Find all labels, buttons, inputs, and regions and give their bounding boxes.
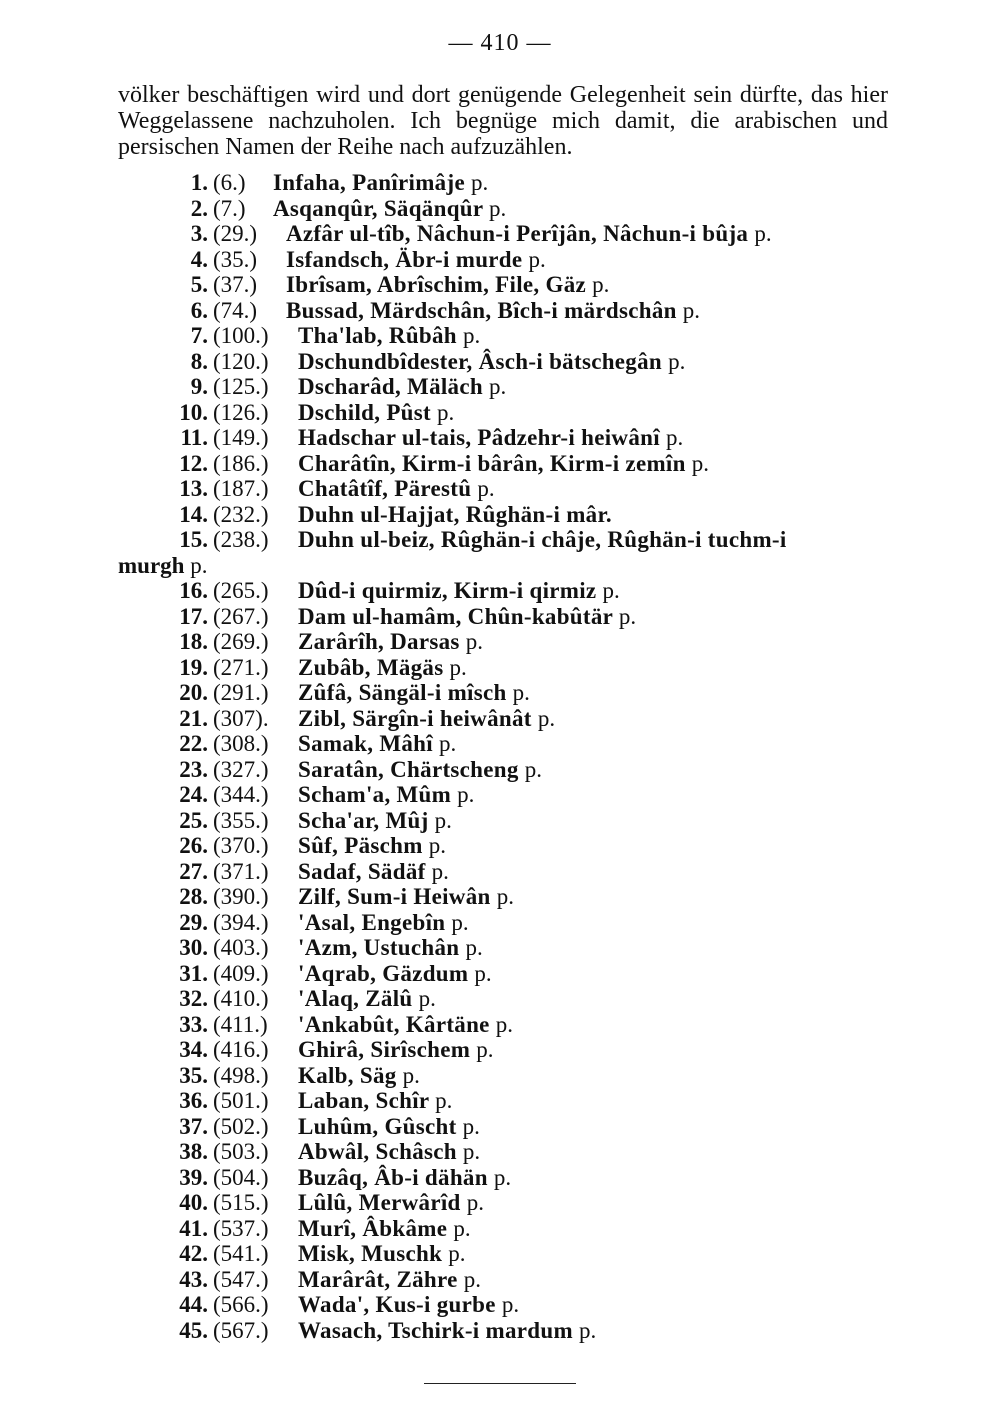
entry-reference: (307). [213, 705, 269, 731]
list-item [118, 298, 898, 324]
entry-names [298, 935, 483, 961]
list-item [118, 910, 898, 936]
entry-reference: (308.) [213, 731, 269, 756]
entry-reference: (238.) [213, 527, 269, 552]
entry-reference: (355.) [213, 807, 269, 833]
entry-names [298, 782, 474, 808]
entry-suffix: p. [466, 1190, 484, 1215]
entry-names-text: 'Asal, Engebîn [298, 909, 446, 935]
entry-names [298, 1190, 484, 1216]
list-item [118, 680, 898, 706]
entry-names-text: Ibrîsam, Abrîschim, File, Gäz [286, 272, 587, 297]
entry-names [298, 808, 452, 834]
entry-names [298, 961, 492, 987]
entry-names-text: Zibl, Särgîn-i heiwânât [298, 705, 532, 731]
entry-suffix: p. [471, 170, 489, 195]
entry-names [298, 1037, 494, 1063]
list-item [118, 1063, 898, 1089]
entry-names [298, 476, 495, 502]
entry-names-text: Abwâl, Schâsch [298, 1139, 457, 1164]
entry-names-text: Chatâtîf, Pärestû [298, 476, 472, 501]
entry-continuation [118, 553, 207, 579]
list-item [118, 1139, 898, 1165]
entry-names-text: Samak, Mâhî [298, 731, 433, 756]
entry-number: 11. [180, 425, 208, 450]
entry-reference: (267.) [213, 603, 269, 629]
entry-number: 40. [179, 1190, 208, 1215]
entry-names [298, 1012, 513, 1038]
entry-suffix: p. [437, 399, 455, 425]
entry-suffix: p. [618, 603, 637, 629]
list-item [118, 578, 898, 604]
entry-names-text: Saratân, Chärtscheng [298, 756, 519, 782]
entry-suffix: p. [439, 731, 457, 756]
entry-number: 21. [179, 705, 208, 731]
entry-number: 13. [179, 476, 208, 501]
entry-suffix: p. [512, 680, 530, 705]
list-item [118, 425, 898, 451]
entry-reference: (567.) [213, 1317, 269, 1343]
entry-reference: (35.) [213, 246, 258, 272]
entry-suffix: p. [435, 1088, 453, 1113]
entry-names [298, 1165, 511, 1191]
entry-names [298, 859, 449, 885]
entry-reference: (327.) [213, 756, 269, 782]
list-item [118, 859, 898, 885]
entry-names-text: Dschild, Pûst [298, 399, 431, 425]
entry-names [298, 400, 454, 426]
entry-reference: (186.) [213, 450, 269, 476]
entry-reference: (149.) [213, 425, 269, 450]
entry-reference: (370.) [213, 833, 269, 858]
footer-rule [424, 1383, 576, 1384]
entry-names-text: 'Ankabût, Kârtäne [298, 1011, 490, 1037]
entry-reference: (503.) [213, 1139, 269, 1164]
entry-names [298, 680, 530, 706]
entry-number: 41. [179, 1215, 208, 1241]
entry-reference: (566.) [213, 1292, 269, 1317]
entry-names-text: Scha'ar, Mûj [298, 807, 429, 833]
entry-number: 42. [179, 1241, 208, 1266]
page-number: — 410 — [448, 30, 552, 56]
entry-suffix: p. [462, 1139, 481, 1164]
entry-number: 9. [190, 374, 208, 399]
list-item [118, 1190, 898, 1216]
entry-suffix: p. [476, 1037, 494, 1062]
entry-suffix: p. [754, 221, 772, 246]
entry-names [298, 502, 612, 528]
entry-names-text: Wada', Kus-i gurbe [298, 1292, 496, 1317]
entry-suffix: p. [524, 756, 542, 782]
entry-number: 32. [179, 986, 208, 1011]
entry-number: 26. [179, 833, 208, 858]
entry-suffix: p. [448, 1241, 466, 1266]
entry-names [273, 170, 488, 196]
entry-number: 38. [179, 1139, 208, 1164]
entry-continuation-text: murgh [118, 552, 185, 578]
entry-number: 27. [179, 858, 208, 884]
entry-reference: (394.) [213, 909, 269, 935]
list-item [118, 782, 898, 808]
entry-suffix: p. [528, 246, 546, 272]
entry-names-text: Kalb, Säg [298, 1062, 397, 1088]
list-item [118, 1165, 898, 1191]
list-item [118, 400, 898, 426]
entry-reference: (504.) [213, 1164, 269, 1190]
list-item [118, 706, 898, 732]
entry-reference: (125.) [213, 374, 269, 399]
list-item [118, 629, 898, 655]
entry-reference: (7.) [213, 195, 246, 221]
entry-suffix: p. [682, 297, 701, 323]
entry-names [298, 757, 542, 783]
entry-suffix: p. [462, 1113, 480, 1139]
list-item [118, 884, 898, 910]
entry-reference: (120.) [213, 348, 269, 374]
entry-names-text: Zubâb, Mägäs [298, 654, 444, 680]
entry-number: 24. [179, 782, 208, 807]
entry-reference: (371.) [213, 858, 269, 884]
entry-names [298, 1063, 420, 1089]
entry-names-text: Wasach, Tschirk-i mardum [298, 1317, 573, 1343]
list-item [118, 1318, 898, 1344]
entry-suffix: p. [495, 1011, 513, 1037]
list-item [118, 986, 898, 1012]
entry-suffix: p. [602, 578, 620, 603]
entry-names [298, 1318, 596, 1344]
entry-names [273, 196, 506, 222]
list-item [118, 1088, 898, 1114]
entry-suffix: p. [449, 654, 467, 680]
entry-suffix: p. [434, 807, 452, 833]
entry-names-text: Infaha, Panîrimâje [273, 170, 465, 195]
entry-names [298, 323, 480, 349]
entry-names [298, 731, 456, 757]
list-item [118, 935, 898, 961]
entry-names [286, 298, 700, 324]
entry-names-text: Murî, Âbkâme [298, 1215, 448, 1241]
entry-number: 17. [179, 603, 208, 629]
entry-number: 12. [179, 450, 208, 476]
entry-suffix: p. [453, 1215, 471, 1241]
entry-names-text: Luhûm, Gûscht [298, 1113, 457, 1139]
entry-suffix: p. [493, 1164, 512, 1190]
entry-number: 25. [179, 807, 208, 833]
entry-names-text: Charâtîn, Kirm-i bârân, Kirm-i zemîn [298, 450, 686, 476]
entry-names-text: Dschundbîdester, Âsch-i bätschegân [298, 348, 662, 374]
entry-number: 22. [179, 731, 208, 756]
entry-number: 44. [179, 1292, 208, 1317]
list-item [118, 476, 898, 502]
entry-reference: (126.) [213, 399, 269, 425]
entry-names-text: Zilf, Sum-i Heiwân [298, 884, 491, 909]
entry-names-text: Ghirâ, Sirîschem [298, 1037, 471, 1062]
list-item [118, 349, 898, 375]
list-item [118, 1267, 898, 1293]
entry-names-text: Buzâq, Âb-i dähän [298, 1164, 488, 1190]
entry-number: 3. [190, 221, 208, 246]
entry-names-text: Duhn ul-Hajjat, Rûghän-i mâr. [298, 501, 612, 527]
list-item [118, 1037, 898, 1063]
entry-number: 18. [179, 629, 208, 654]
entry-names [298, 706, 555, 732]
entry-names-text: Bussad, Märdschân, Bîch-i märdschân [286, 297, 677, 323]
entry-reference: (547.) [213, 1266, 269, 1292]
list-item [118, 502, 898, 528]
entry-names [286, 272, 609, 298]
entry-number: 29. [179, 909, 208, 935]
list-item [118, 833, 898, 859]
list-item [118, 1292, 898, 1318]
list-item [118, 1216, 898, 1242]
entry-number: 10. [179, 399, 208, 425]
entry-suffix: p. [463, 1266, 481, 1292]
entry-number: 19. [179, 654, 208, 680]
list-item [118, 451, 898, 477]
entry-names-text: Duhn ul-beiz, Rûghän-i châje, Rûghän-i tuchm-i [298, 527, 787, 552]
entry-reference: (390.) [213, 884, 269, 909]
entry-suffix: p. [428, 833, 447, 858]
entry-names-text: Tha'lab, Rûbâh [298, 323, 457, 348]
list-item [118, 604, 898, 630]
entry-reference: (6.) [213, 170, 246, 195]
entry-suffix: p. [501, 1292, 520, 1317]
entry-names-text: Azfâr ul-tîb, Nâchun-i Perîjân, Nâchun-i bûja [286, 221, 749, 246]
entry-suffix: p. [457, 782, 475, 807]
entry-suffix: p. [465, 629, 483, 654]
entry-names [298, 629, 483, 655]
entry-names-text: Sûf, Päschm [298, 833, 423, 858]
entry-number: 8. [190, 348, 208, 374]
entry-reference: (344.) [213, 782, 269, 807]
list-item [118, 808, 898, 834]
entry-names-text: Dscharâd, Mäläch [298, 374, 483, 399]
list-item [118, 1241, 898, 1267]
list-item [118, 196, 898, 222]
entry-names [298, 884, 514, 910]
entry-names-text: Dam ul-hamâm, Chûn-kabûtär [298, 603, 613, 629]
list-item [118, 655, 898, 681]
list-item [118, 527, 898, 578]
entry-reference: (537.) [213, 1215, 269, 1241]
entry-names-text: Isfandsch, Äbr-i murde [286, 246, 523, 272]
entry-names [298, 1114, 480, 1140]
entry-names [298, 1292, 519, 1318]
entry-names-text: Sadaf, Sädäf [298, 858, 426, 884]
entry-number: 5. [190, 272, 208, 297]
entry-reference: (74.) [213, 297, 258, 323]
entry-names [298, 1139, 480, 1165]
list-item [118, 170, 898, 196]
entry-reference: (187.) [213, 476, 269, 501]
entry-names [286, 221, 772, 247]
intro-paragraph: völker beschäftigen wird und dort genügende Gelegenheit sein dürfte, das hier Weggelassene nachzuholen. Ich begnüge mich damit, die arabischen und persischen Namen der Reihe nach aufzuzählen. [118, 82, 888, 160]
list-item [118, 323, 898, 349]
entry-number: 1. [190, 170, 208, 195]
entry-names [298, 1267, 481, 1293]
entry-reference: (416.) [213, 1037, 269, 1062]
entry-names-text: Laban, Schîr [298, 1088, 429, 1113]
entry-names-text: 'Azm, Ustuchân [298, 935, 460, 960]
entry-suffix: p. [665, 425, 684, 450]
entry-suffix: p. [418, 986, 436, 1011]
entry-names-text: Lûlû, Merwârîd [298, 1190, 461, 1215]
list-item [118, 374, 898, 400]
entry-names [298, 425, 683, 451]
entry-number: 43. [179, 1266, 208, 1292]
entry-names [298, 655, 467, 681]
entry-number: 4. [190, 246, 208, 272]
entry-names [298, 910, 469, 936]
entry-names-text: Misk, Muschk [298, 1241, 443, 1266]
entry-reference: (271.) [213, 654, 269, 680]
entry-reference: (291.) [213, 680, 269, 705]
entry-suffix: p. [451, 909, 469, 935]
entry-reference: (411.) [213, 1011, 268, 1037]
entry-number: 2. [190, 195, 208, 221]
entry-names-text: 'Alaq, Zälû [298, 986, 413, 1011]
entry-reference: (403.) [213, 935, 269, 960]
entry-reference: (541.) [213, 1241, 269, 1266]
entry-number: 16. [179, 578, 208, 603]
entry-suffix: p. [489, 374, 507, 399]
list-item [118, 757, 898, 783]
list-item [118, 1012, 898, 1038]
entry-number: 14. [179, 501, 208, 527]
entry-number: 28. [179, 884, 208, 909]
entry-reference: (409.) [213, 960, 269, 986]
list-item [118, 731, 898, 757]
entry-names [298, 374, 506, 400]
entry-suffix: p. [668, 348, 686, 374]
entry-names [298, 1241, 466, 1267]
entry-number: 36. [179, 1088, 208, 1113]
entry-reference: (501.) [213, 1088, 269, 1113]
list-item [118, 272, 898, 298]
entry-suffix: p. [462, 323, 481, 348]
entry-number: 39. [179, 1164, 208, 1190]
list-item [118, 247, 898, 273]
entry-names [298, 986, 436, 1012]
entry-reference: (100.) [213, 323, 269, 348]
entry-suffix: p. [489, 195, 507, 221]
entry-suffix: p. [691, 450, 710, 476]
entry-suffix: p. [592, 272, 610, 297]
entry-names-text: Marârât, Zähre [298, 1266, 458, 1292]
entry-number: 15. [179, 527, 208, 552]
entry-names [298, 578, 620, 604]
entry-names [298, 527, 787, 553]
entry-reference: (29.) [213, 221, 258, 246]
entry-number: 31. [179, 960, 208, 986]
entry-names-text: Hadschar ul-tais, Pâdzehr-i heiwânî [298, 425, 660, 450]
entry-number: 30. [179, 935, 208, 960]
entry-names-text: 'Aqrab, Gäzdum [298, 960, 469, 986]
entry-reference: (498.) [213, 1062, 269, 1088]
entry-number: 23. [179, 756, 208, 782]
entry-number: 33. [179, 1011, 208, 1037]
entry-continuation-suffix: p. [184, 552, 208, 578]
entry-list [118, 170, 898, 1343]
entry-suffix: p. [402, 1062, 420, 1088]
entry-suffix: p. [579, 1317, 597, 1343]
entry-names [298, 833, 446, 859]
entry-reference: (37.) [213, 272, 258, 297]
list-item [118, 1114, 898, 1140]
entry-suffix: p. [477, 476, 495, 501]
entry-reference: (410.) [213, 986, 269, 1011]
entry-number: 37. [179, 1113, 208, 1139]
entry-reference: (515.) [213, 1190, 269, 1215]
entry-names [286, 247, 546, 273]
entry-names-text: Asqanqûr, Säqänqûr [273, 195, 483, 221]
entry-names-text: Scham'a, Mûm [298, 782, 452, 807]
entry-names-text: Zûfâ, Sängäl-i mîsch [298, 680, 507, 705]
entry-names [298, 1088, 452, 1114]
entry-names [298, 349, 685, 375]
entry-suffix: p. [431, 858, 449, 884]
entry-names-text: Dûd-i quirmiz, Kirm-i qirmiz [298, 578, 597, 603]
entry-number: 7. [190, 323, 208, 348]
entry-number: 34. [179, 1037, 208, 1062]
entry-number: 6. [190, 297, 208, 323]
entry-names [298, 604, 636, 630]
entry-suffix: p. [496, 884, 514, 909]
entry-names-text: Zarârîh, Darsas [298, 629, 460, 654]
entry-reference: (502.) [213, 1113, 269, 1139]
entry-reference: (269.) [213, 629, 269, 654]
entry-reference: (232.) [213, 501, 269, 527]
list-item [118, 961, 898, 987]
entry-names [298, 451, 709, 477]
entry-suffix: p. [465, 935, 483, 960]
entry-suffix: p. [537, 705, 556, 731]
entry-suffix: p. [474, 960, 492, 986]
entry-number: 35. [179, 1062, 208, 1088]
entry-reference: (265.) [213, 578, 269, 603]
entry-number: 20. [179, 680, 208, 705]
entry-names [298, 1216, 471, 1242]
list-item [118, 221, 898, 247]
entry-number: 45. [179, 1317, 208, 1343]
